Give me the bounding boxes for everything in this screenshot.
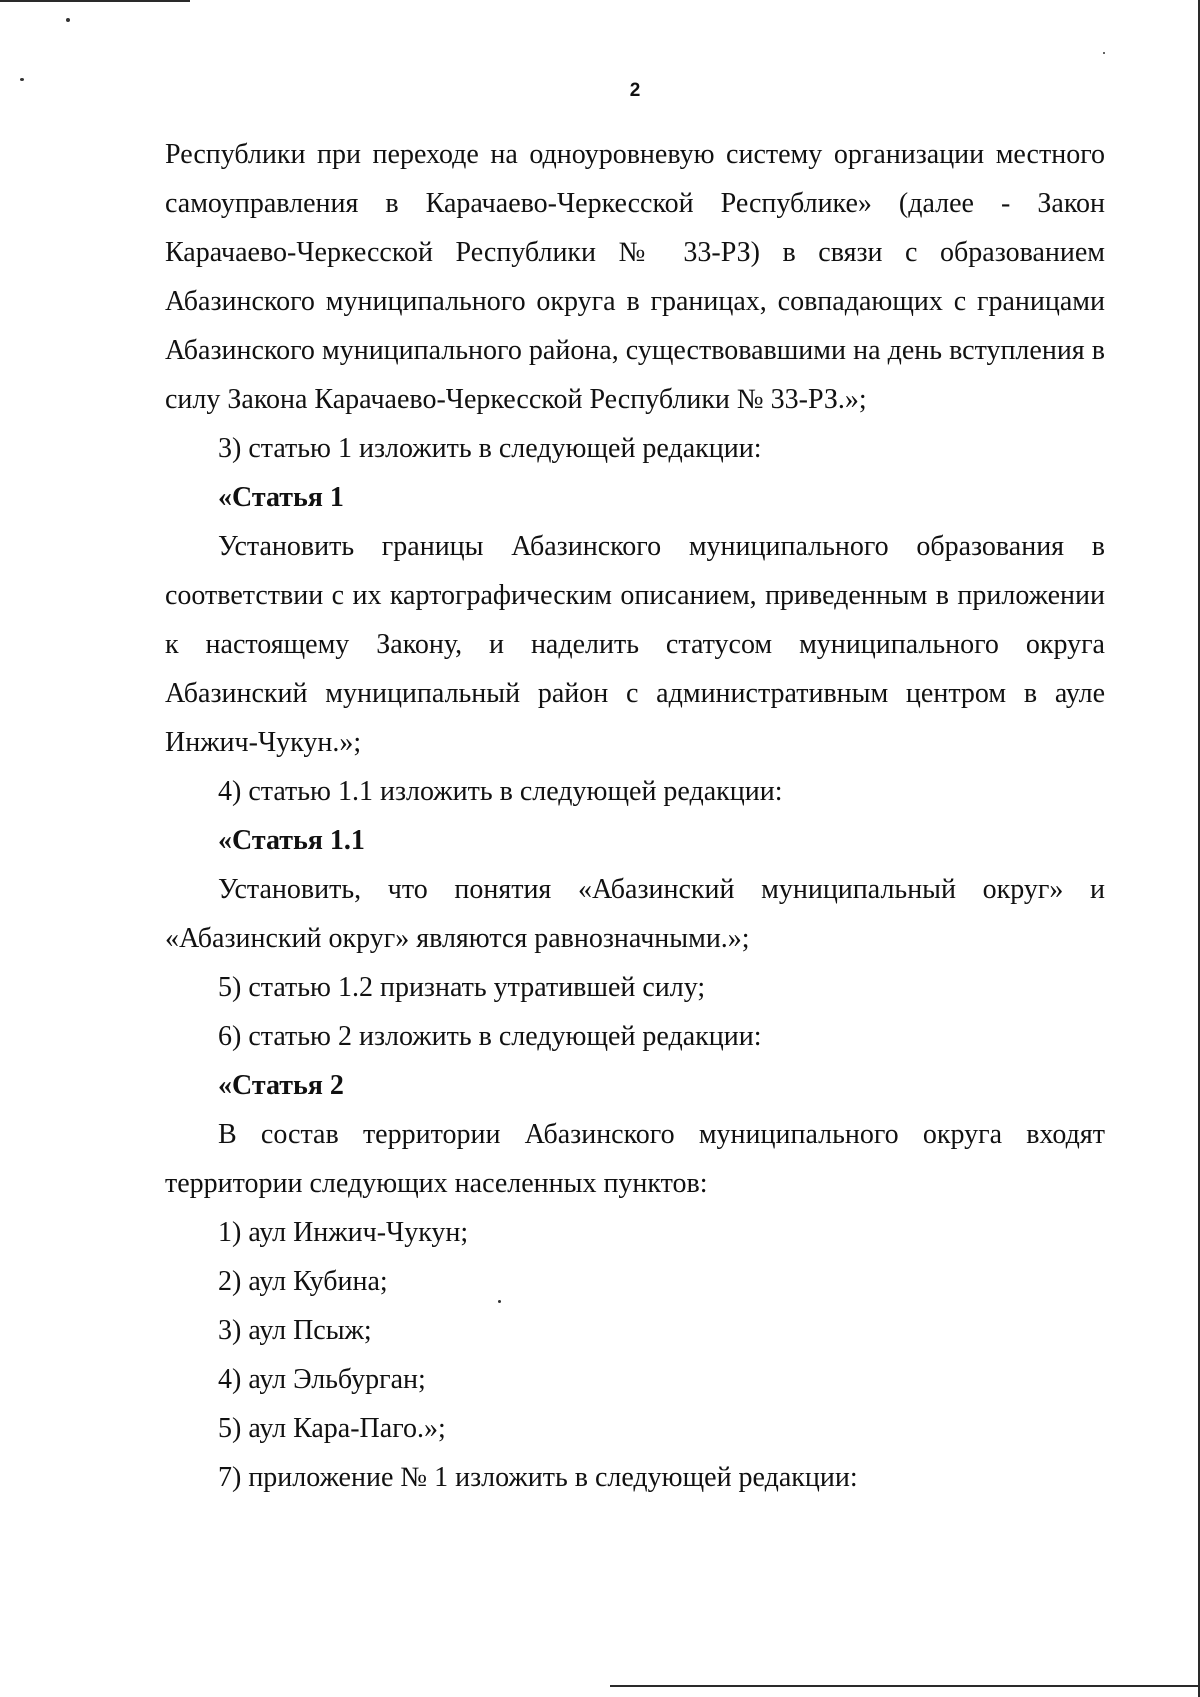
article-1-1-text: Установить, что понятия «Абазинский муниципальный округ» и «Абазинский округ» являются равнозначными.»; <box>165 874 1105 954</box>
settlement-list-item: 5) аул Кара-Паго.»; <box>218 1413 446 1444</box>
settlement-list-item: 2) аул Кубина; <box>218 1266 388 1297</box>
scan-edge-top <box>0 0 190 2</box>
amendment-item-4: 4) статью 1.1 изложить в следующей редакции: <box>218 776 783 807</box>
settlement-list-item: 3) аул Псыж; <box>218 1315 372 1346</box>
article-2-text: В состав территории Абазинского муниципального округа входят территории следующих населенных пунктов: <box>165 1119 1105 1199</box>
amendment-item-7: 7) приложение № 1 изложить в следующей редакции: <box>218 1462 858 1493</box>
page-number: 2 <box>629 80 641 101</box>
article-heading-2: «Статья 2 <box>218 1070 344 1101</box>
scan-speck <box>66 18 70 22</box>
document-body <box>165 130 1105 1502</box>
article-heading-1-1: «Статья 1.1 <box>218 825 365 856</box>
settlement-list-item: 1) аул Инжич-Чукун; <box>218 1217 469 1248</box>
amendment-item-5: 5) статью 1.2 признать утратившей силу; <box>218 972 706 1003</box>
scan-edge-bottom <box>610 1685 1200 1687</box>
amendment-item-3: 3) статью 1 изложить в следующей редакции: <box>218 433 762 464</box>
amendment-item-6: 6) статью 2 изложить в следующей редакции: <box>218 1021 762 1052</box>
article-heading-1: «Статья 1 <box>218 482 344 513</box>
paragraph-continuation: Республики при переходе на одноуровневую систему организации местного самоуправления в Карачаево-Черкесской Республике» (далее - Закон Карачаево-Черкесской Республики № 33-РЗ) в связи с образованием Абазинского муниципального округа в границах, совпадающих с границами Абазинского муниципального района, существовавшими на день вступления в силу Закона Карачаево-Черкесской Республики № 33-РЗ.»; <box>165 139 1105 415</box>
scan-speck <box>1103 52 1105 54</box>
settlement-list-item: 4) аул Эльбурган; <box>218 1364 426 1395</box>
article-1-text: Установить границы Абазинского муниципального образования в соответствии с их картографическим описанием, приведенным в приложении к настоящему Закону, и наделить статусом муниципального округа Абазинский муниципальный район с административным центром в ауле Инжич-Чукун.»; <box>165 531 1105 758</box>
